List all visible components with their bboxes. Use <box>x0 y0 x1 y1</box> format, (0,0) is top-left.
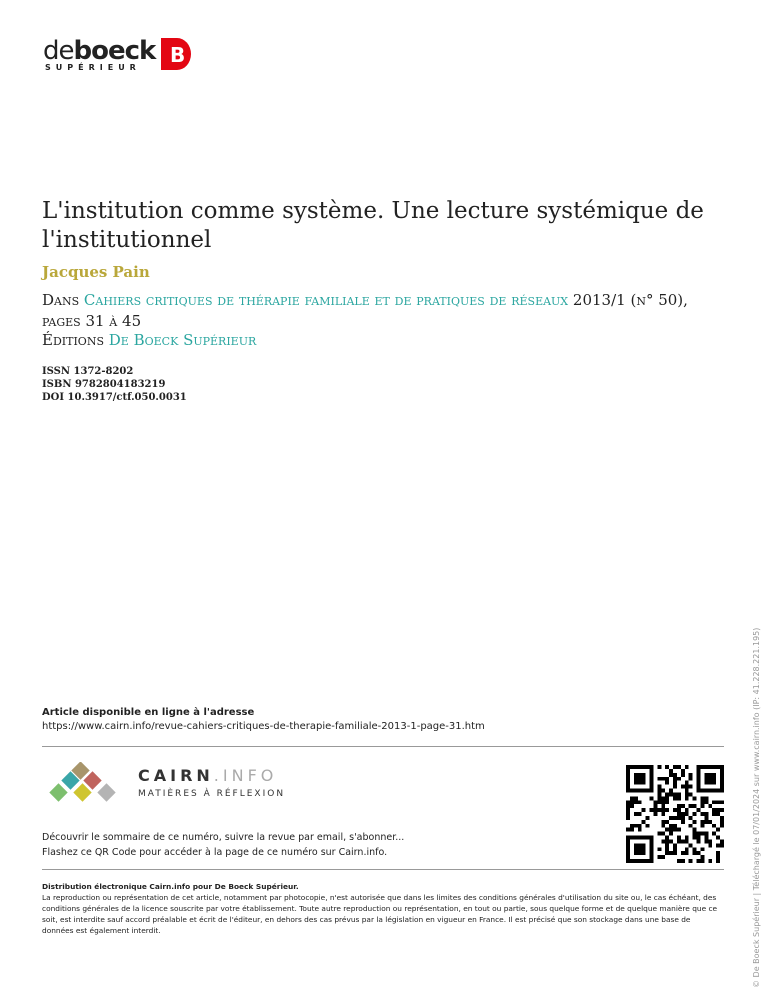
isbn: ISBN 9782804183219 <box>42 379 166 390</box>
publisher-logo <box>43 36 193 76</box>
doi[interactable]: DOI 10.3917/ctf.050.0031 <box>42 392 187 403</box>
journal-link[interactable]: Cahiers critiques de thérapie familiale et de pratiques de réseaux <box>83 291 569 309</box>
legal-heading: Distribution électronique Cairn.info pour De Boeck Supérieur. <box>42 882 299 891</box>
cairn-name: CAIRN <box>138 766 214 785</box>
editions-prefix: Éditions <box>42 331 104 349</box>
divider <box>42 869 724 870</box>
legal-text: La reproduction ou représentation de cet article, notamment par photocopie, n'est autorisée que dans les limites des conditions générales d'utilisation du site ou, le cas échéant, des conditions générales de la licence souscrite par votre établissement. Toute autre reproduction ou représentation, en tout ou partie, sous quelque forme et de quelque manière que ce soit, est interdite sauf accord préalable et écrit de l'éditeur, en dehors des cas prévus par la législation en vigueur en France. Il est précisé que son stockage dans une base de données est également interdit. <box>42 893 718 935</box>
divider <box>42 746 724 747</box>
logo-de-text: de <box>43 36 74 66</box>
cairn-wordmark <box>138 766 277 785</box>
article-author[interactable]: Jacques Pain <box>42 263 150 281</box>
discover-line-2: Flashez ce QR Code pour accéder à la page de ce numéro sur Cairn.info. <box>42 847 388 858</box>
cairn-info: .INFO <box>213 766 278 785</box>
discover-text <box>42 830 404 860</box>
identifiers <box>42 365 187 404</box>
legal-notice <box>42 881 724 936</box>
cairn-tagline: MATIÈRES À RÉFLEXION <box>138 789 286 799</box>
availability-label: Article disponible en ligne à l'adresse <box>42 707 255 718</box>
logo-superieur-text: SUPÉRIEUR <box>45 63 141 72</box>
issn: ISSN 1372-8202 <box>42 366 134 377</box>
cairn-logo-icon <box>44 762 126 812</box>
download-watermark: © De Boeck Supérieur | Téléchargé le 07/01/2024 sur www.cairn.info (IP: 41.228.221.195) <box>752 627 761 988</box>
qr-code[interactable] <box>626 765 724 863</box>
article-title: L'institution comme système. Une lecture systémique de l'institutionnel <box>42 198 704 253</box>
availability-block <box>42 706 485 734</box>
dans-prefix: Dans <box>42 291 80 309</box>
availability-url[interactable]: https://www.cairn.info/revue-cahiers-critiques-de-therapie-familiale-2013-1-page-31.htm <box>42 721 485 732</box>
issue-info: 2013/1 (n° 50), pages 31 à 45 <box>42 291 688 330</box>
discover-line-1: Découvrir le sommaire de ce numéro, suivre la revue par email, s'abonner... <box>42 832 405 843</box>
editions-line <box>42 331 256 349</box>
logo-b-letter: B <box>170 43 186 67</box>
logo-boeck-text: boeck <box>73 36 156 66</box>
journal-line <box>42 290 722 332</box>
logo-b-icon <box>161 38 191 70</box>
publisher-link[interactable]: De Boeck Supérieur <box>108 331 257 349</box>
